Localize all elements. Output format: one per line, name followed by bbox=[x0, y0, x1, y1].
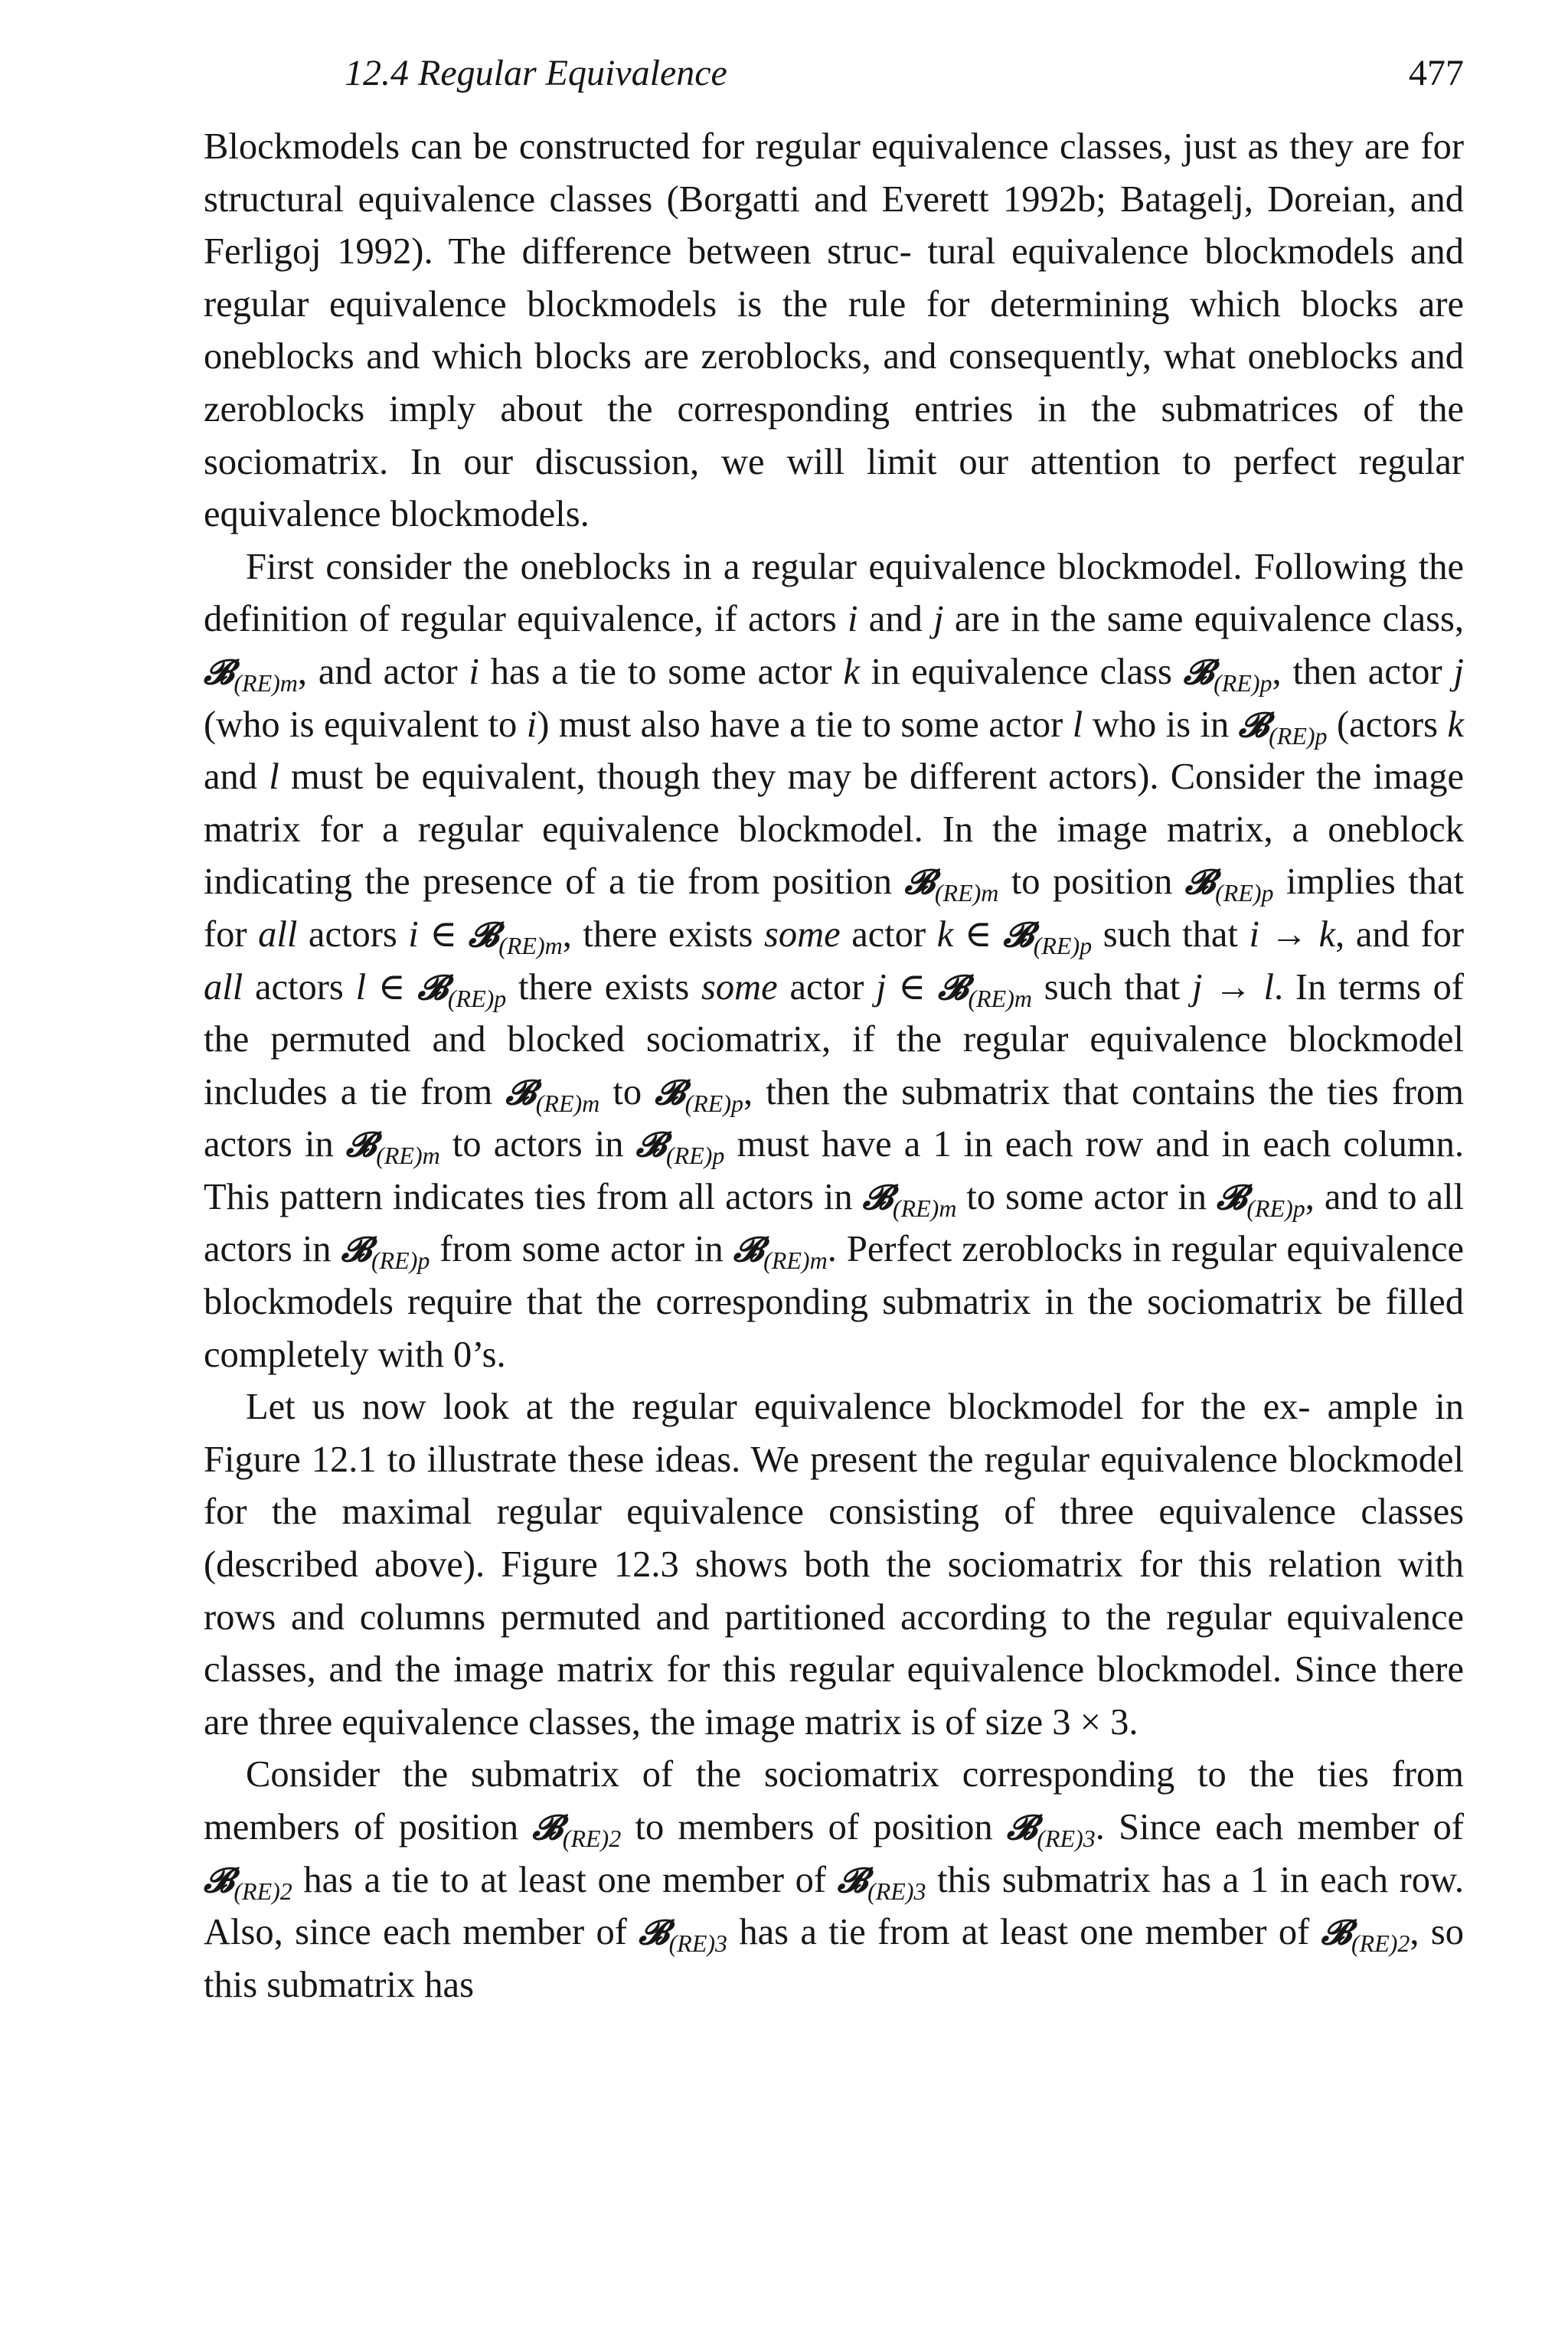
math-variable: l bbox=[1072, 704, 1083, 745]
text-segment: must be equivalent, though they may be different actors). Consider the image matrix for a regular equivalence blockmodel. In the image matrix, a oneblock indicating the presence of a tie from position bbox=[204, 756, 1465, 903]
text-segment: has a tie to some actor bbox=[479, 651, 844, 692]
script-b-symbol: 𝓑 bbox=[639, 1912, 669, 1953]
script-b-symbol: 𝓑 bbox=[655, 1071, 685, 1112]
text-line: equivalence blockmodel for the maximal regular equivalence consisting bbox=[204, 1439, 1464, 1533]
text-segment: actor bbox=[777, 966, 877, 1008]
text-segment: to position bbox=[998, 861, 1185, 903]
text-line: ample in Figure 12.1 to illustrate these ideas. We present the regular bbox=[204, 1387, 1464, 1480]
math-subscript: (RE)p bbox=[1214, 669, 1272, 698]
text-segment: actors bbox=[243, 966, 356, 1008]
math-subscript: (RE)p bbox=[1269, 721, 1328, 750]
script-b-symbol: 𝓑 bbox=[904, 861, 935, 903]
script-b-symbol: 𝓑 bbox=[417, 966, 448, 1008]
text-line: Batagelj, Doreian, and Ferligoj 1992). The difference between struc- bbox=[204, 178, 1464, 273]
page-number: 477 bbox=[1409, 53, 1464, 93]
text-segment: has a tie from at least one member of bbox=[727, 1912, 1321, 1953]
math-variable: j bbox=[876, 966, 887, 1008]
text-line: Let us now look at the regular equivalence blockmodel for the ex- bbox=[246, 1387, 1311, 1428]
text-segment: are in the same equivalence class, bbox=[943, 599, 1464, 640]
script-b-symbol: 𝓑 bbox=[1238, 704, 1269, 745]
element-of-symbol: ∈ bbox=[886, 966, 939, 1008]
paragraph-oneblocks bbox=[204, 541, 1464, 1382]
script-b-symbol: 𝓑 bbox=[1183, 651, 1214, 692]
math-variable: j bbox=[933, 599, 944, 640]
math-variable: j bbox=[1191, 966, 1203, 1008]
text-segment: must have a 1 in each row and in each column. This pattern indicates ties from all actors in bbox=[204, 1124, 1464, 1217]
text-segment: , then actor bbox=[1272, 651, 1454, 692]
text-segment: actor bbox=[840, 913, 937, 955]
text-segment: (actors bbox=[1327, 704, 1448, 745]
text-segment: , then the submatrix that contains the ties from actors in bbox=[204, 1071, 1464, 1165]
text-line: the rule for determining which blocks are oneblocks and which blocks bbox=[204, 283, 1464, 377]
text-segment: actors bbox=[297, 913, 409, 955]
script-b-symbol: 𝓑 bbox=[733, 1229, 764, 1270]
text-segment: to actors in bbox=[439, 1124, 636, 1165]
running-head-title: 12.4 Regular Equivalence bbox=[345, 53, 727, 93]
arrow-symbol: → bbox=[1202, 966, 1264, 1008]
element-of-symbol: ∈ bbox=[953, 913, 1004, 955]
script-b-symbol: 𝓑 bbox=[862, 1176, 893, 1217]
math-variable: l bbox=[1263, 966, 1274, 1008]
math-subscript: (RE)m bbox=[763, 1246, 828, 1275]
text-segment: to bbox=[599, 1071, 655, 1112]
text-segment: such that bbox=[1092, 913, 1250, 955]
emphasis: all bbox=[204, 966, 243, 1008]
text-line: the sociomatrix for this relation with rows and columns permuted and bbox=[204, 1544, 1465, 1638]
script-b-symbol: 𝓑 bbox=[635, 1124, 666, 1165]
math-variable: k bbox=[843, 651, 860, 692]
text-segment: First consider the oneblocks in a regular equivalence blockmodel. Following the definition of regular equivalence, if actors bbox=[204, 546, 1464, 640]
text-segment: such that bbox=[1031, 966, 1192, 1008]
script-b-symbol: 𝓑 bbox=[204, 651, 234, 692]
paragraph-submatrix bbox=[204, 1749, 1464, 2011]
math-subscript: (RE)3 bbox=[668, 1929, 728, 1958]
math-variable: i bbox=[408, 913, 419, 955]
text-line: of three equivalence classes (described above). Figure 12.3 shows both bbox=[204, 1491, 1465, 1586]
paragraph-blockmodel-intro bbox=[204, 121, 1464, 541]
text-line: are zeroblocks, and consequently, what oneblocks and zeroblocks imply bbox=[204, 336, 1464, 430]
math-subscript: (RE)m bbox=[892, 1194, 957, 1223]
script-b-symbol: 𝓑 bbox=[1006, 1807, 1037, 1848]
text-segment: , so this submatrix has bbox=[204, 1912, 1465, 2005]
math-variable: k bbox=[1318, 913, 1336, 955]
text-segment: , and actor bbox=[297, 651, 469, 692]
text-segment: who is in bbox=[1083, 704, 1239, 745]
emphasis: some bbox=[763, 913, 841, 955]
text-line: blockmodels. bbox=[390, 494, 590, 535]
math-variable: l bbox=[355, 966, 367, 1008]
math-subscript: (RE)p bbox=[371, 1246, 430, 1275]
text-segment: Consider the submatrix of the sociomatrix corresponding to the ties from members of position bbox=[204, 1754, 1464, 1848]
math-subscript: (RE)m bbox=[968, 984, 1032, 1012]
math-subscript: (RE)m bbox=[234, 669, 298, 698]
emphasis: all bbox=[258, 913, 298, 955]
text-segment: (who is equivalent to bbox=[204, 704, 527, 745]
math-subscript: (RE)2 bbox=[234, 1877, 292, 1905]
text-segment: . Since each member of bbox=[1095, 1807, 1465, 1848]
text-segment: to members of position bbox=[621, 1807, 1007, 1848]
math-variable: k bbox=[936, 913, 954, 955]
text-line: about the corresponding entries in the submatrices of the sociomatrix. In bbox=[204, 388, 1464, 482]
element-of-symbol: ∈ bbox=[366, 966, 418, 1008]
text-segment: this submatrix has a 1 in each row. Also, since each member of bbox=[204, 1859, 1465, 1953]
math-subscript: (RE)3 bbox=[867, 1877, 926, 1905]
script-b-symbol: 𝓑 bbox=[1217, 1176, 1247, 1217]
math-variable: l bbox=[269, 756, 279, 798]
text-segment: , and to all actors in bbox=[204, 1176, 1464, 1270]
text-segment: . Perfect zeroblocks in regular equivalence blockmodels require that the corresponding submatrix in the sociomatrix be filled completely with 0’s. bbox=[204, 1229, 1464, 1375]
text-line: tural equivalence blockmodels and regular equivalence blockmodels is bbox=[204, 231, 1464, 325]
script-b-symbol: 𝓑 bbox=[204, 1859, 234, 1900]
math-variable: i bbox=[1249, 913, 1259, 955]
running-head bbox=[345, 47, 1464, 100]
emphasis: some bbox=[701, 966, 778, 1008]
math-variable: i bbox=[526, 704, 537, 745]
script-b-symbol: 𝓑 bbox=[345, 1124, 377, 1165]
script-b-symbol: 𝓑 bbox=[532, 1807, 563, 1848]
script-b-symbol: 𝓑 bbox=[1003, 913, 1034, 955]
text-line: matrix for this regular equivalence blockmodel. Since there are three bbox=[204, 1649, 1464, 1743]
math-subscript: (RE)m bbox=[535, 1089, 600, 1117]
math-subscript: (RE)p bbox=[666, 1142, 725, 1170]
text-segment: ) must also have a tie to some actor bbox=[537, 704, 1073, 745]
text-segment: and bbox=[858, 599, 934, 640]
text-segment: , and for bbox=[1335, 913, 1465, 955]
math-subscript: (RE)p bbox=[447, 984, 507, 1012]
text-segment: and bbox=[204, 756, 270, 798]
math-subscript: (RE)m bbox=[934, 879, 999, 907]
math-subscript: (RE)p bbox=[684, 1089, 743, 1117]
math-subscript: (RE)2 bbox=[1351, 1929, 1410, 1958]
script-b-symbol: 𝓑 bbox=[505, 1071, 536, 1112]
script-b-symbol: 𝓑 bbox=[1184, 861, 1216, 903]
math-variable: i bbox=[469, 651, 479, 692]
text-line: partitioned according to the regular equivalence classes, and the image bbox=[204, 1596, 1465, 1691]
text-segment: , there exists bbox=[562, 913, 764, 955]
paragraph-example bbox=[204, 1381, 1464, 1749]
math-subscript: (RE)p bbox=[1215, 879, 1274, 907]
math-variable: k bbox=[1447, 704, 1464, 745]
script-b-symbol: 𝓑 bbox=[468, 913, 499, 955]
text-line: they are for structural equivalence classes (Borgatti and Everett 1992b; bbox=[204, 126, 1465, 220]
script-b-symbol: 𝓑 bbox=[341, 1229, 371, 1270]
math-subscript: (RE)3 bbox=[1037, 1825, 1096, 1853]
script-b-symbol: 𝓑 bbox=[1321, 1912, 1351, 1953]
text-segment: has a tie to at least one member of bbox=[292, 1859, 838, 1900]
text-line: equivalence classes, the image matrix is of size 3 × 3. bbox=[341, 1701, 1138, 1743]
text-segment: to some actor in bbox=[956, 1176, 1217, 1217]
math-variable: i bbox=[848, 599, 858, 640]
body-text bbox=[204, 121, 1464, 2011]
text-line: our discussion, we will limit our attention to perfect regular equivalence bbox=[204, 441, 1464, 535]
element-of-symbol: ∈ bbox=[418, 913, 469, 955]
math-variable: j bbox=[1453, 651, 1464, 692]
text-segment: implies that for bbox=[204, 861, 1464, 955]
text-segment: from some actor in bbox=[430, 1229, 733, 1270]
math-subscript: (RE)p bbox=[1246, 1194, 1305, 1223]
math-subscript: (RE)2 bbox=[562, 1825, 622, 1853]
math-subscript: (RE)m bbox=[498, 932, 563, 960]
text-segment: in equivalence class bbox=[859, 651, 1184, 692]
script-b-symbol: 𝓑 bbox=[938, 966, 969, 1008]
math-subscript: (RE)p bbox=[1033, 932, 1093, 960]
arrow-symbol: → bbox=[1259, 913, 1319, 955]
text-line: Blockmodels can be constructed for regular equivalence classes, just as bbox=[204, 126, 1279, 167]
text-segment: . In terms of the permuted and blocked sociomatrix, if the regular equivalence blockmodel includes a tie from bbox=[204, 966, 1464, 1112]
text-segment: there exists bbox=[506, 966, 701, 1008]
math-subscript: (RE)m bbox=[376, 1142, 440, 1170]
script-b-symbol: 𝓑 bbox=[837, 1859, 868, 1900]
